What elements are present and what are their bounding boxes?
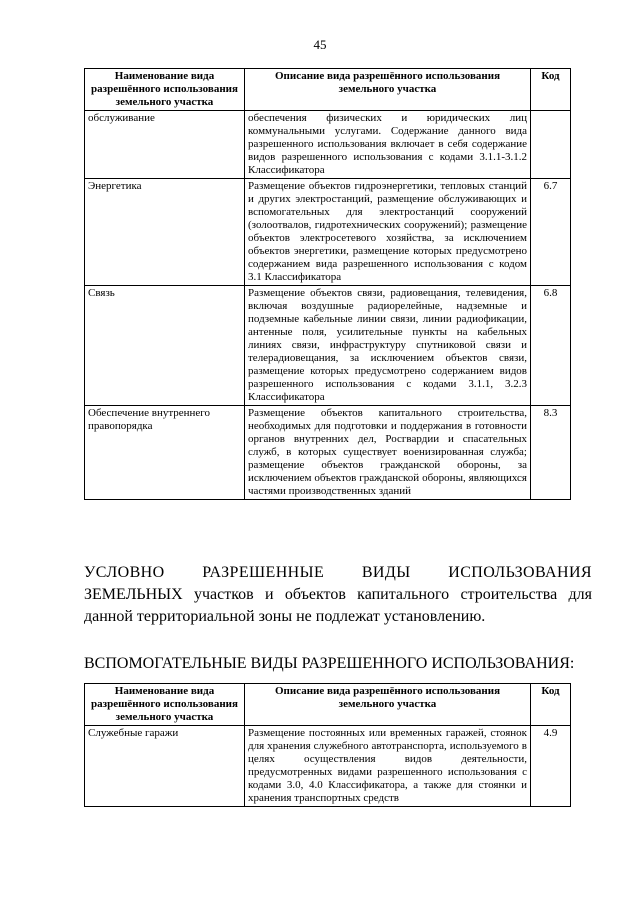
cell-code: 4.9: [531, 726, 571, 807]
conditional-uses-lead: УСЛОВНО РАЗРЕШЕННЫЕ ВИДЫ ИСПОЛЬЗОВАНИЯ: [84, 564, 592, 581]
header-name: Наименование вида разрешённого использования земельного участка: [85, 684, 245, 726]
cell-name: Обеспечение внутреннего правопорядка: [85, 406, 245, 500]
table-row: [85, 286, 571, 406]
cell-name: Связь: [85, 286, 245, 406]
table-header-row: [85, 684, 571, 726]
table-row: [85, 179, 571, 286]
cell-code: 6.8: [531, 286, 571, 406]
cell-name: Энергетика: [85, 179, 245, 286]
page-number: 45: [313, 37, 327, 52]
cell-name: Служебные гаражи: [85, 726, 245, 807]
cell-description: Размещение объектов связи, радиовещания, телевидения, включая воздушные радиорелейные, надземные и подземные кабельные линии связи, линии радиофикации, антенные поля, усилительные пункты на кабельных линиях связи, инфраструктуру спутниковой связи и телерадиовещания, за исключением объектов связи, размещение которых предусмотрено содержанием видов разрешенного использования с кодами 3.1.1, 3.2.3 Классификатора: [245, 286, 531, 406]
auxiliary-use-table: [84, 683, 571, 807]
permitted-use-table: [84, 68, 571, 500]
header-description: Описание вида разрешённого использования земельного участка: [245, 69, 531, 111]
cell-code: 8.3: [531, 406, 571, 500]
cell-description: Размещение постоянных или временных гаражей, стоянок для хранения служебного автотранспорта, используемого в целях осуществления видов деятельности, предусмотренных видами разрешенного использования с кодами 3.0, 4.0 Классификатора, а также для стоянки и хранения транспортных средств: [245, 726, 531, 807]
cell-description: Размещение объектов гидроэнергетики, тепловых станций и других электростанций, размещение обслуживающих и вспомогательных для электростанций сооружений (золоотвалов, гидротехнических сооружений); размещение объектов электросетевого хозяйства, за исключением объектов энергетики, размещение которых предусмотрено содержанием вида разрешенного использования с кодом 3.1 Классификатора: [245, 179, 531, 286]
header-description: Описание вида разрешённого использования земельного участка: [245, 684, 531, 726]
cell-code: 6.7: [531, 179, 571, 286]
cell-description: обеспечения физических и юридических лиц коммунальными услугами. Содержание данного вида разрешенного использования включает в себя содержание видов разрешенного использования с кодами 3.1.1-3.1.2 Классификатора: [245, 111, 531, 179]
cell-description: Размещение объектов капитального строительства, необходимых для подготовки и поддержания в готовности органов внутренних дел, Росгвардии и спасательных служб, в которых существует военизированная служба; размещение объектов гражданской обороны, за исключением объектов гражданской обороны, являющихся частями производственных зданий: [245, 406, 531, 500]
table-header-row: [85, 69, 571, 111]
conditional-uses-paragraph: [84, 562, 592, 628]
header-name: Наименование вида разрешённого использования земельного участка: [85, 69, 245, 111]
auxiliary-uses-heading: ВСПОМОГАТЕЛЬНЫЕ ВИДЫ РАЗРЕШЕННОГО ИСПОЛЬЗОВАНИЯ:: [84, 655, 575, 672]
cell-name: обслуживание: [85, 111, 245, 179]
table-row: [85, 726, 571, 807]
header-code: Код: [531, 69, 571, 111]
conditional-uses-text: ЗЕМЕЛЬНЫХ участков и объектов капитального строительства для данной территориальной зоны не подлежат установлению.: [84, 586, 592, 625]
header-code: Код: [531, 684, 571, 726]
table-row: [85, 111, 571, 179]
table-row: [85, 406, 571, 500]
cell-code: [531, 111, 571, 179]
